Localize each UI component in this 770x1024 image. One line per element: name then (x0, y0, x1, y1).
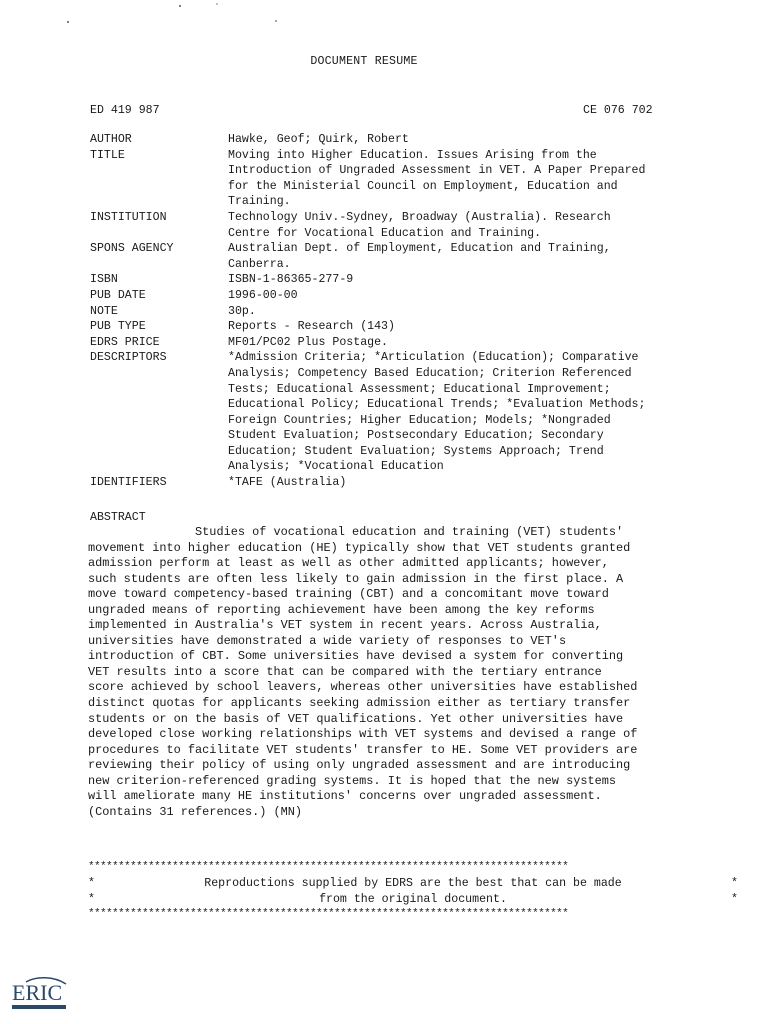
field-title (90, 148, 740, 210)
abstract-heading: ABSTRACT (90, 511, 146, 524)
field-value: Australian Dept. of Employment, Education and Training, Canberra. (228, 242, 611, 271)
field-label: INSTITUTION (90, 210, 167, 224)
field-pub-type (90, 319, 740, 335)
field-isbn (90, 272, 740, 288)
asterisk: * (731, 892, 738, 906)
field-label: PUB DATE (90, 288, 146, 302)
field-institution (90, 210, 740, 241)
field-label: TITLE (90, 148, 125, 162)
field-label: PUB TYPE (90, 320, 146, 334)
field-value: Moving into Higher Education. Issues Arising from the Introduction of Ungraded Assessment in VET. A Paper Prepared for the Ministerial Council on Employment, Education and Training. (228, 148, 646, 209)
field-label: NOTE (90, 304, 118, 318)
field-label: DESCRIPTORS (90, 351, 167, 365)
eric-logo-icon (6, 974, 76, 1014)
asterisk: * (88, 877, 95, 890)
field-value: MF01/PC02 Plus Postage. (228, 335, 389, 349)
field-value: 1996-00-00 (228, 288, 298, 302)
field-value: ISBN-1-86365-277-9 (228, 273, 354, 287)
field-descriptors (90, 350, 740, 475)
field-value: 30p. (228, 304, 256, 318)
field-identifiers (90, 475, 740, 491)
repro-line-2 (88, 892, 738, 908)
field-label: SPONS AGENCY (90, 242, 174, 256)
field-value: Hawke, Geof; Quirk, Robert (228, 133, 409, 146)
field-label: AUTHOR (90, 133, 132, 146)
asterisk: * (88, 892, 95, 906)
metadata-fields (90, 132, 740, 491)
field-value: *Admission Criteria; *Articulation (Education); Comparative Analysis; Competency Based Education; Criterion Referenced Tests; Educational Assessment; Educational Improvement; Educational Policy; Educational Trends; *Evaluation Methods; Foreign Countries; Higher Education; Models; *Nongraded Student Evaluation; Postsecondary Education; Secondary Education; Student Evaluation; Systems Approach; Trend Analysis; *Vocational Education (228, 351, 646, 474)
repro-text-2: from the original document. (319, 892, 507, 906)
reproduction-notice (88, 876, 738, 907)
asterisk-border-bottom: ******************************************************************************** (88, 908, 569, 920)
field-pub-date (90, 288, 740, 304)
asterisk-border-top: ******************************************************************************** (88, 861, 569, 873)
field-note (90, 304, 740, 320)
field-author (90, 132, 740, 148)
field-label: IDENTIFIERS (90, 476, 167, 490)
ce-number: CE 076 702 (583, 104, 653, 117)
field-spons-agency (90, 241, 740, 272)
ed-number: ED 419 987 (90, 104, 160, 117)
field-value: Technology Univ.-Sydney, Broadway (Australia). Research Centre for Vocational Education and Training. (228, 210, 611, 240)
field-edrs-price (90, 335, 740, 351)
abstract-text: Studies of vocational education and training (VET) students' movement into higher education (HE) typically show that VET students granted admission perform at least as well as other admitted applicants; however, such students are often less likely to gain admission in the first place. A move toward competency-based training (CBT) and a concomitant move toward ungraded means of reporting achievement have been among the key reforms implemented in Australia's VET system in recent years. Across Australia, universities have demonstrated a wide variety of responses to VET's introduction of CBT. Some universities have devised a system for converting VET results into a score that can be compared with the tertiary entrance score achieved by school leavers, whereas other universities have established distinct quotas for applicants seeking admission either as tertiary transfer students or on the basis of VET qualifications. Yet other universities have developed close working relationships with VET systems and devised a range of procedures to facilitate VET students' transfer to HE. Some VET providers are reviewing their policy of using only ungraded assessment and are introducing new criterion-referenced grading systems. It is hoped that the new systems will ameliorate many HE institutions' concerns over ungraded assessment. (Contains 31 references.) (MN) (88, 525, 638, 819)
scan-specks (0, 0, 770, 60)
eric-logo-text: ERIC (12, 980, 63, 1005)
asterisk: * (731, 877, 738, 890)
field-value: Reports - Research (143) (228, 320, 395, 334)
repro-text-1: Reproductions supplied by EDRS are the best that can be made (204, 877, 622, 890)
repro-line-1 (88, 876, 738, 892)
field-label: ISBN (90, 273, 118, 287)
document-title: DOCUMENT RESUME (310, 55, 418, 68)
field-value: *TAFE (Australia) (228, 476, 347, 490)
field-label: EDRS PRICE (90, 335, 160, 349)
